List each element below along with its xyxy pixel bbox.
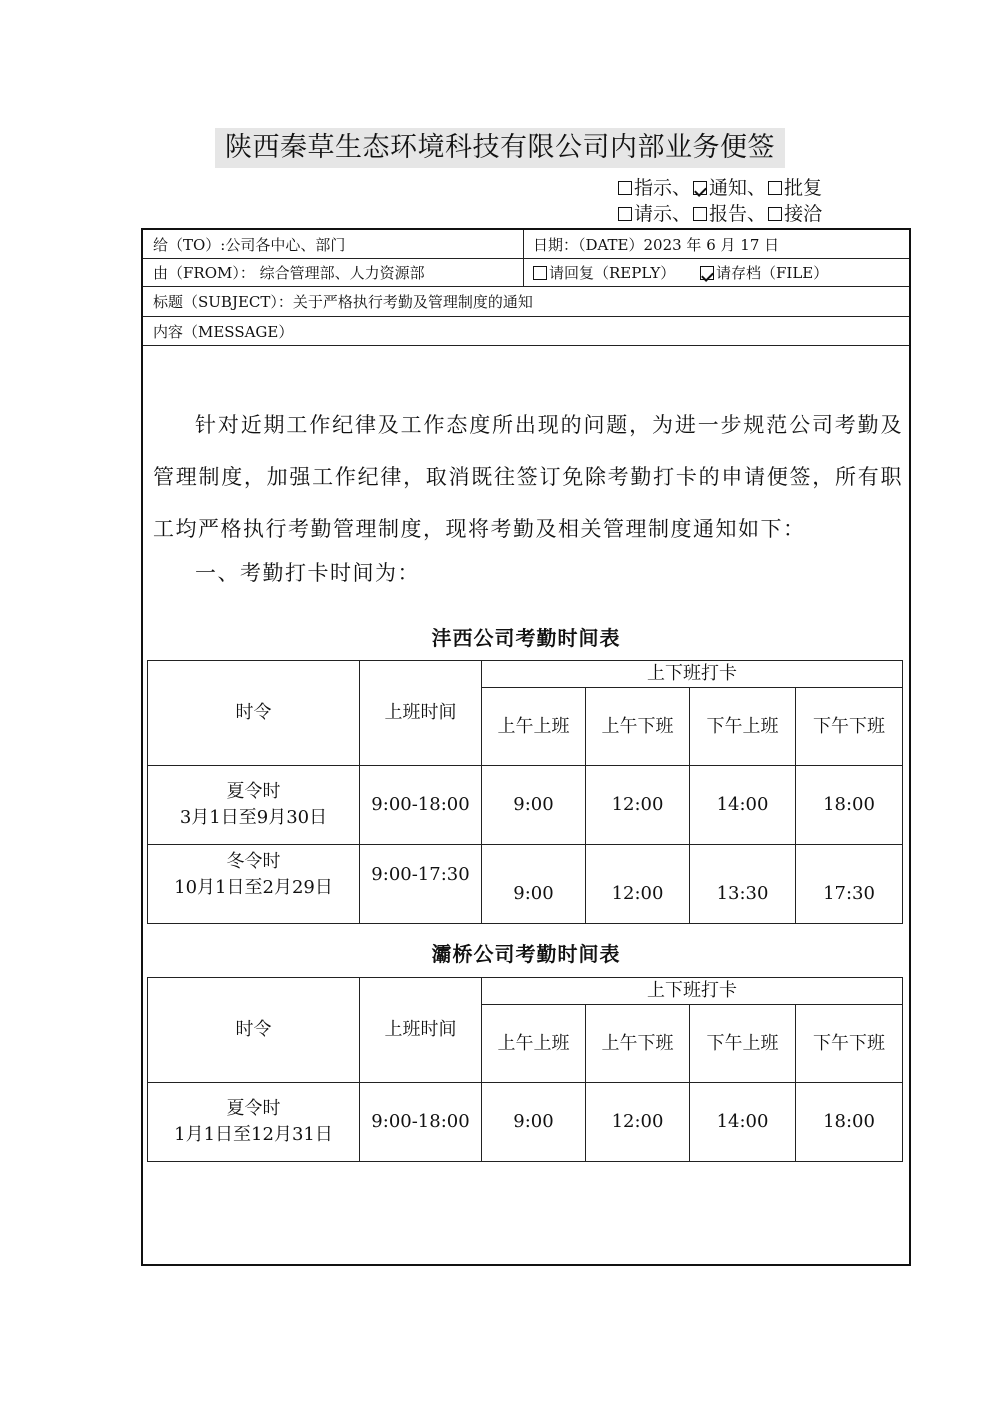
season-name: 夏令时	[226, 781, 281, 802]
option-contact-label: 接洽	[784, 203, 823, 225]
reply-checkbox[interactable]	[533, 266, 547, 280]
header-pm-out: 下午下班	[796, 1005, 903, 1083]
file-label: 请存档（FILE）	[716, 264, 829, 282]
section-heading-attendance: 一、考勤打卡时间为：	[195, 561, 420, 585]
checkbox-request[interactable]	[618, 207, 632, 221]
time-cell: 12:00	[586, 766, 690, 845]
season-name: 冬令时	[226, 851, 281, 872]
worktime-cell: 9:00-17:30	[360, 845, 482, 924]
checkbox-instruction[interactable]	[618, 181, 632, 195]
option-report[interactable]: 报告、	[693, 201, 766, 227]
message-label-row	[143, 317, 909, 346]
option-contact[interactable]	[768, 201, 822, 227]
worktime-cell: 9:00-18:00	[360, 1083, 482, 1162]
season-period: 3月1日至9月30日	[179, 807, 328, 828]
time-cell: 12:00	[586, 1083, 690, 1162]
time-cell: 18:00	[796, 766, 903, 845]
subject-row	[143, 287, 909, 317]
option-request[interactable]: 请示、	[618, 201, 691, 227]
header-pm-in: 下午上班	[690, 1005, 796, 1083]
header-clock: 上下班打卡	[482, 661, 903, 688]
file-option[interactable]	[690, 259, 828, 286]
time-cell: 9:00	[482, 1083, 586, 1162]
reply-option[interactable]	[523, 259, 675, 286]
date-field: 日期：（DATE）2023 年 6 月 17 日	[533, 235, 780, 254]
memo-form	[141, 228, 911, 1266]
header-pm-in: 下午上班	[690, 688, 796, 766]
checkbox-contact[interactable]	[768, 207, 782, 221]
time-cell: 14:00	[690, 1083, 796, 1162]
worktime-cell: 9:00-18:00	[360, 766, 482, 845]
time-cell: 12:00	[586, 845, 690, 924]
time-cell: 17:30	[796, 845, 903, 924]
table-row	[148, 1083, 903, 1162]
from-row	[143, 259, 909, 287]
reply-label: 请回复（REPLY）	[549, 264, 676, 282]
season-period: 10月1日至2月29日	[174, 877, 333, 898]
file-checkbox[interactable]	[700, 266, 714, 280]
to-date-row	[143, 230, 909, 259]
memo-type-row-1	[618, 175, 824, 201]
table-caption-fengxi: 沣西公司考勤时间表	[431, 626, 621, 650]
season-cell	[148, 845, 360, 924]
memo-type-options	[618, 175, 824, 227]
header-am-in: 上午上班	[482, 688, 586, 766]
option-request-label: 请示	[634, 203, 673, 225]
header-shiling: 时令	[148, 978, 360, 1083]
header-worktime: 上班时间	[360, 661, 482, 766]
header-pm-out: 下午下班	[796, 688, 903, 766]
season-name: 夏令时	[226, 1098, 281, 1119]
subject-field: 标题（SUBJECT）：关于严格执行考勤及管理制度的通知	[153, 293, 533, 311]
message-paragraph: 针对近期工作纪律及工作态度所出现的问题，为进一步规范公司考勤及管理制度，加强工作纪律，取消既往签订免除考勤打卡的申请便签，所有职工均严格执行考勤管理制度，现将考勤及相关管理制度通知如下：	[153, 413, 903, 541]
option-report-label: 报告	[709, 203, 748, 225]
season-cell	[148, 766, 360, 845]
document-title: 陕西秦草生态环境科技有限公司内部业务便签	[215, 128, 785, 168]
memo-type-row-2	[618, 201, 824, 227]
message-body	[153, 399, 903, 555]
option-instruction-label: 指示	[634, 177, 673, 199]
table-header-row	[148, 661, 903, 688]
message-label: 内容（MESSAGE）	[153, 322, 294, 341]
attendance-table-baqiao	[147, 977, 903, 1162]
from-field: 由（FROM）： 综合管理部、人力资源部	[153, 264, 425, 282]
time-cell: 9:00	[482, 845, 586, 924]
season-cell	[148, 1083, 360, 1162]
to-field: 给（TO）:公司各中心、部门	[153, 235, 346, 254]
header-am-in: 上午上班	[482, 1005, 586, 1083]
checkbox-approval[interactable]	[768, 181, 782, 195]
time-cell: 14:00	[690, 766, 796, 845]
attendance-table-fengxi	[147, 660, 903, 924]
header-clock: 上下班打卡	[482, 978, 903, 1005]
time-cell: 9:00	[482, 766, 586, 845]
option-notice[interactable]: 通知、	[693, 175, 766, 201]
header-shiling: 时令	[148, 661, 360, 766]
table-caption-baqiao: 灞桥公司考勤时间表	[431, 942, 621, 966]
table-row	[148, 766, 903, 845]
option-approval-label: 批复	[784, 177, 823, 199]
table-header-row	[148, 978, 903, 1005]
table-row	[148, 845, 903, 924]
header-worktime: 上班时间	[360, 978, 482, 1083]
header-am-out: 上午下班	[586, 1005, 690, 1083]
checkbox-notice[interactable]	[693, 181, 707, 195]
time-cell: 13:30	[690, 845, 796, 924]
header-am-out: 上午下班	[586, 688, 690, 766]
option-approval[interactable]	[768, 175, 822, 201]
time-cell: 18:00	[796, 1083, 903, 1162]
option-notice-label: 通知	[709, 177, 748, 199]
option-instruction[interactable]: 指示、	[618, 175, 691, 201]
season-period: 1月1日至12月31日	[174, 1124, 333, 1145]
checkbox-report[interactable]	[693, 207, 707, 221]
